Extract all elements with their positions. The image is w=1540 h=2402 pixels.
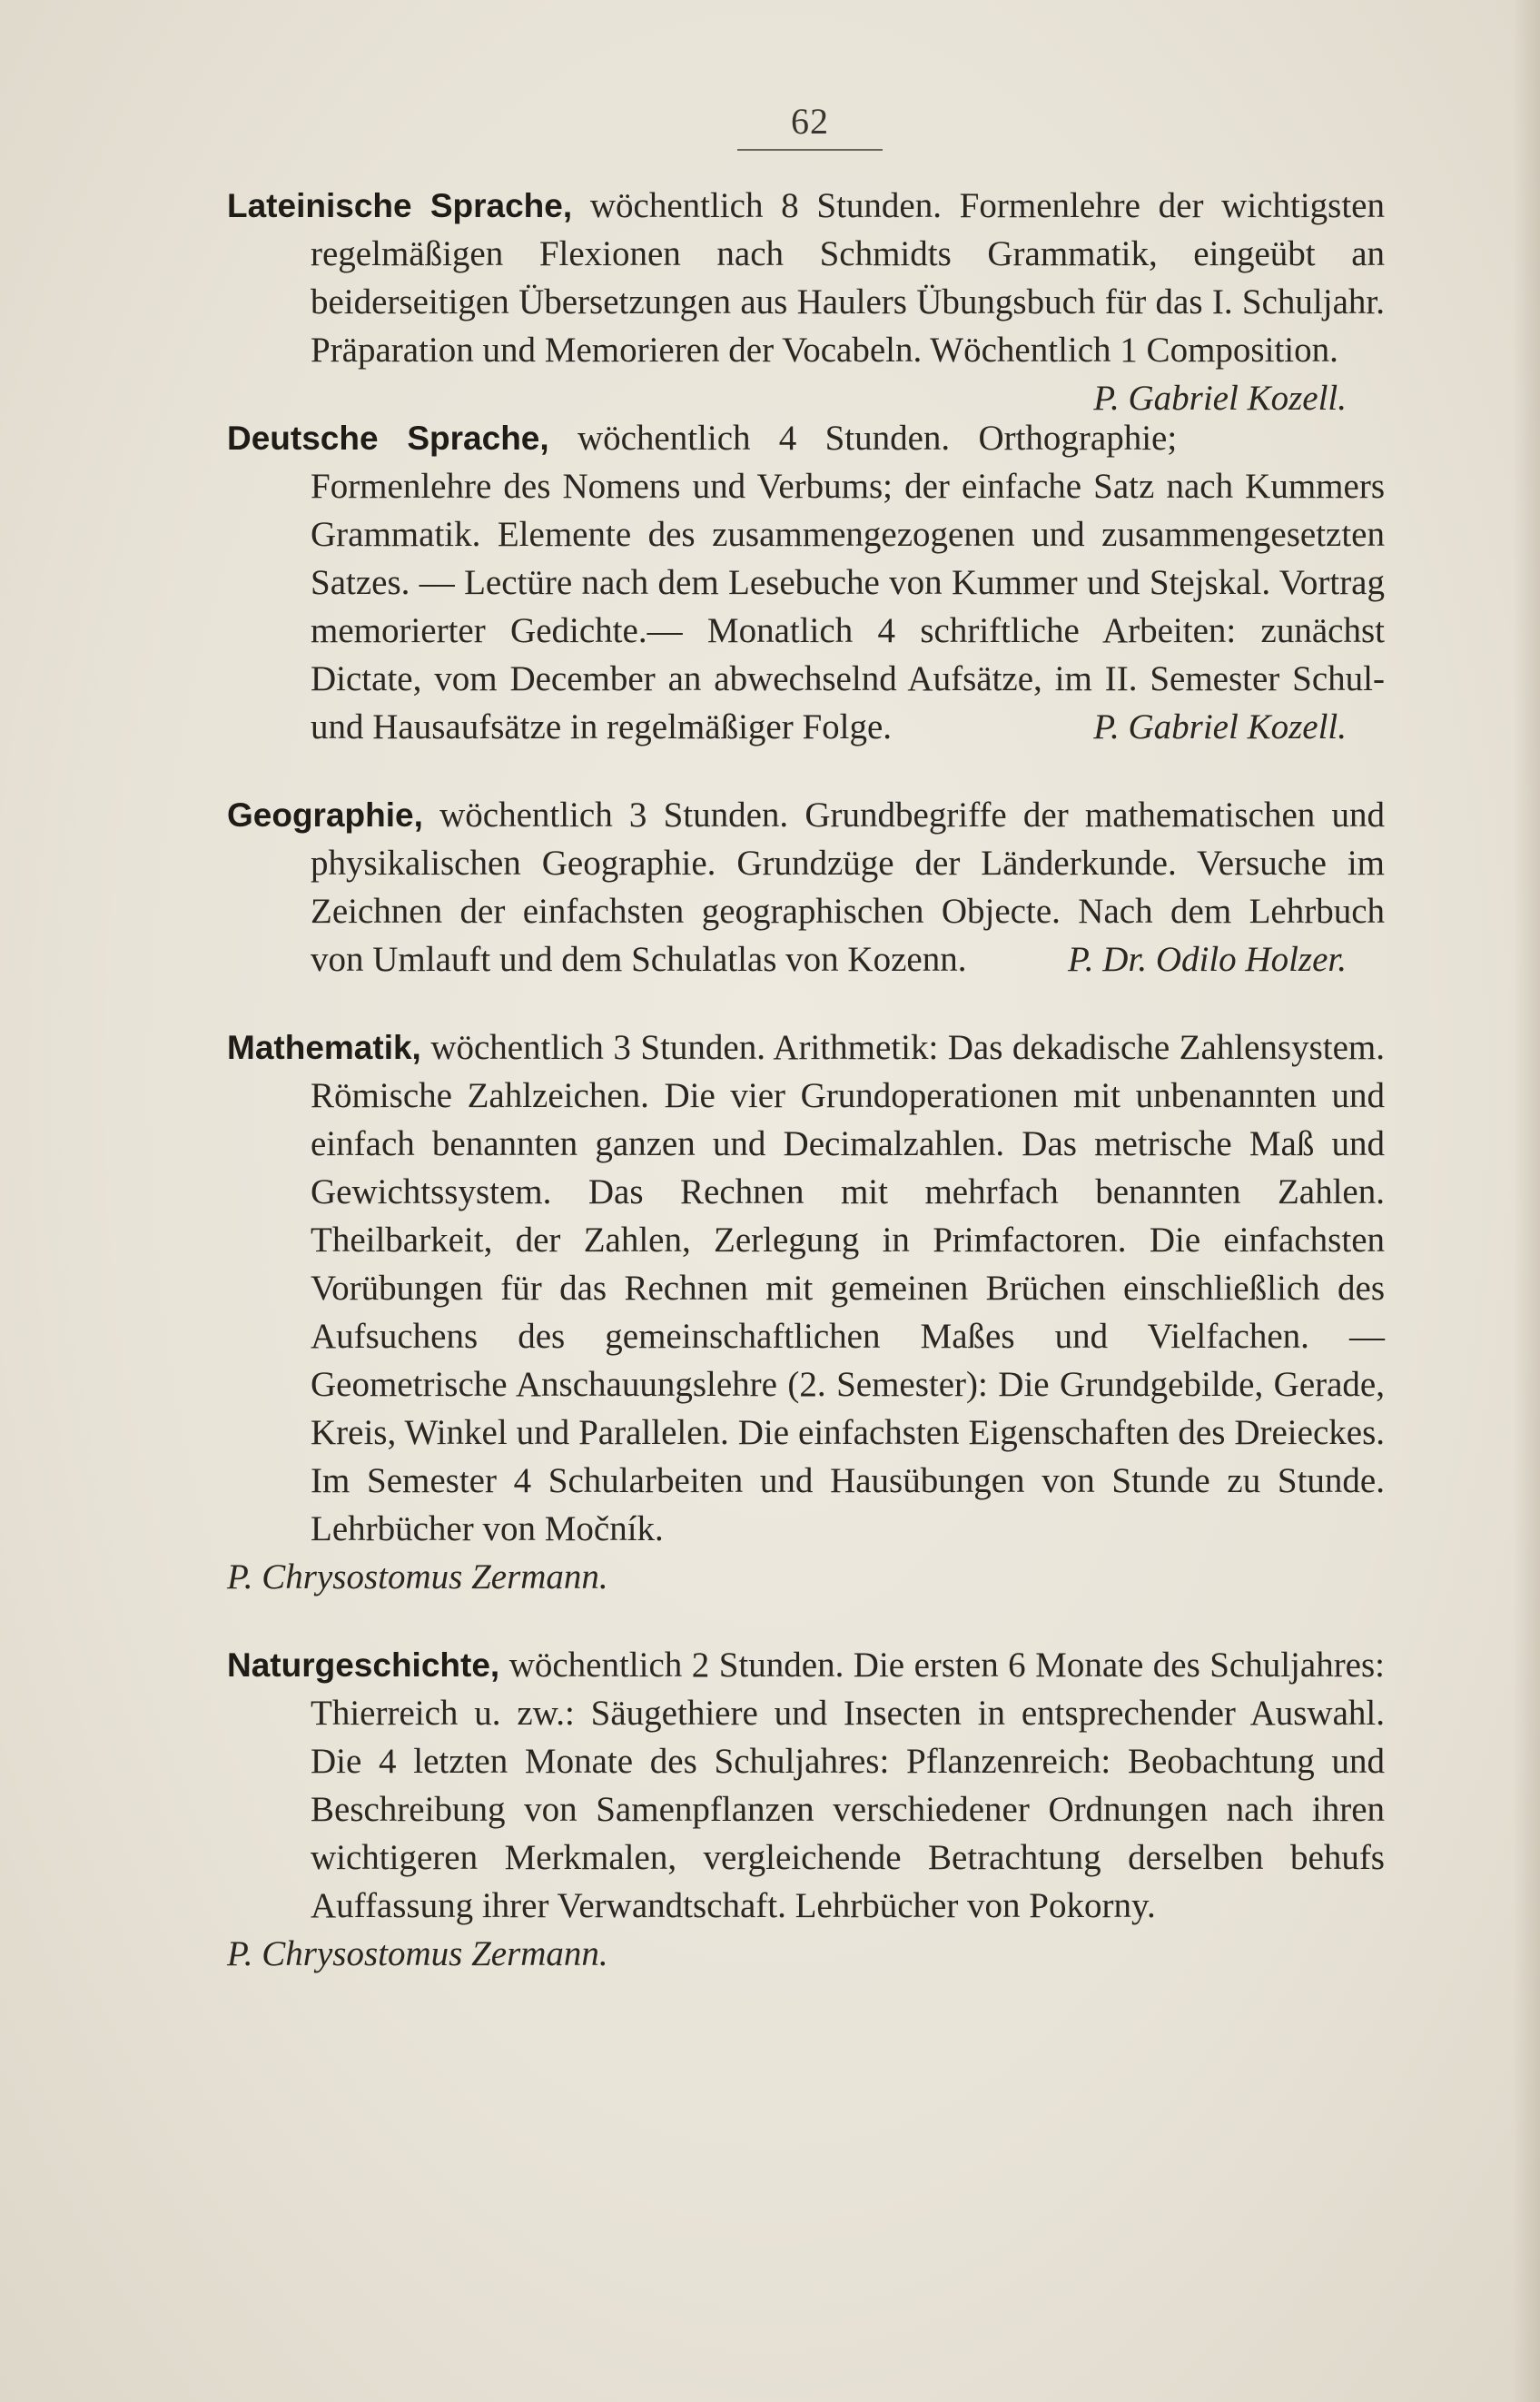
section-text: wöchentlich 4 Stunden. Orthographie; Formenlehre des Nomens und Verbums; der einfache Satz nach Kummers Grammatik. Elemente des zusammengezogenen und zusammengesetzten Satzes. — Lectüre nach dem Lesebuche von Kummer und Stejskal. Vortrag memorierter Gedichte.— Monatlich 4 schriftliche Arbeiten: zunächst Dictate, vom December an abwechselnd Aufsätze, im II. Semester Schul- und Hausaufsätze in regelmäßiger Folge. [311,419,1385,746]
section-text: wöchentlich 3 Stunden. Grundbegriffe der mathematischen und physikalischen Geographie. Grundzüge der Länderkunde. Versuche im Zeichnen der einfachsten geographischen Objecte. Nach dem Lehrbuch von Umlauft und dem Schulatlas von Kozenn. [311,796,1385,979]
section-paragraph [227,791,1385,984]
teacher-signature: P. Chrysostomus Zermann. [227,1934,608,1973]
teacher-signature: P. Gabriel Kozell. [1093,379,1347,418]
section-geography [227,791,1385,984]
section-text: wöchentlich 2 Stunden. Die ersten 6 Monate des Schuljahres: Thierreich u. zw.: Säugethiere und Insecten in entsprechender Auswahl. Die 4 letzten Monate des Schuljahres: Pflanzenreich: Beobachtung und Beschreibung von Samenpflanzen verschiedener Ordnungen nach ihren wichtigeren Merkmalen, vergleichende Betrachtung derselben behufs Auffassung ihrer Verwandtschaft. Lehrbücher von Pokorny. [311,1646,1386,1925]
teacher-signature: P. Gabriel Kozell. [1093,707,1347,746]
section-paragraph [227,182,1385,418]
section-natural-history [227,1641,1385,1978]
subject-heading: Geographie, [227,796,423,834]
page-number-rule [737,149,883,151]
subject-heading: Naturgeschichte, [227,1646,500,1684]
subject-heading: Deutsche Sprache, [227,420,549,457]
subject-heading: Lateinische Sprache, [227,187,573,224]
section-paragraph [227,414,1385,751]
section-latin [227,182,1385,418]
section-paragraph [227,1023,1385,1553]
page-edge-shadow [1513,0,1540,2402]
curriculum-content [227,182,1385,2018]
section-german [227,414,1385,751]
page-number: 62 [791,101,829,142]
signature-line [227,1553,1385,1601]
subject-heading: Mathematik, [227,1029,421,1066]
section-paragraph [227,1641,1385,1930]
section-text: wöchentlich 3 Stunden. Arithmetik: Das dekadische Zahlensystem. Römische Zahlzeichen. Die vier Grundoperationen mit unbenannten und einfach benannten ganzen und Decimalzahlen. Das metrische Maß und Gewichtssystem. Das Rechnen mit mehrfach benannten Zahlen. Theilbarkeit, der Zahlen, Zerlegung in Primfactoren. Die einfachsten Vorübungen für das Rechnen mit gemeinen Brüchen einschließlich des Aufsuchens des gemeinschaftlichen Maßes und Vielfachen. — Geometrische Anschauungslehre (2. Semester): Die Grundgebilde, Gerade, Kreis, Winkel und Parallelen. Die einfachsten Eigenschaften des Dreieckes. Im Semester 4 Schularbeiten und Hausübungen von Stunde zu Stunde. Lehrbücher von Močník. [311,1028,1385,1548]
section-text: wöchentlich 8 Stunden. Formenlehre der wichtigsten regelmäßigen Flexionen nach Schmidts Grammatik, eingeübt an beiderseitigen Übersetzungen aus Haulers Übungsbuch für das I. Schuljahr. Präparation und Memorieren der Vocabeln. Wöchentlich 1 Composition. [311,186,1385,370]
teacher-signature: P. Chrysostomus Zermann. [227,1557,608,1596]
section-mathematics [227,1023,1385,1601]
teacher-signature: P. Dr. Odilo Holzer. [1068,940,1347,979]
signature-line [227,1930,1385,1978]
